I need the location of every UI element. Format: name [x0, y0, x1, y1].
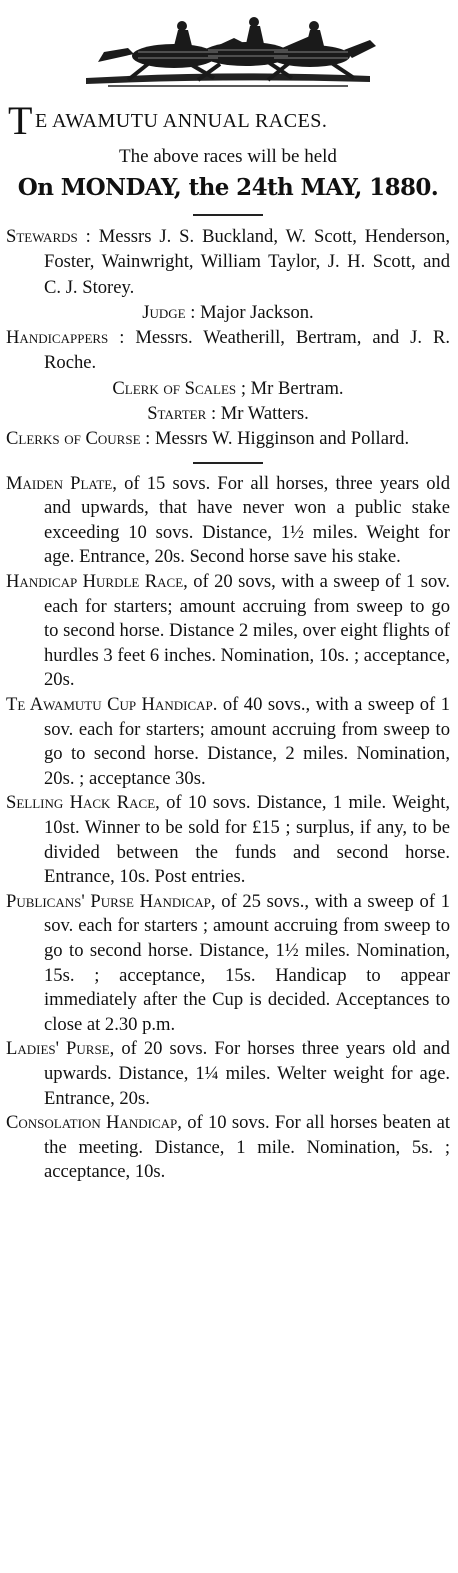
- advert-title: [6, 98, 450, 143]
- race-handicap-hurdle: Handicap Hurdle Race, of 20 sovs, with a sweep of 1 sov. each for starters; amount accruing from sweep to go to second horse. Distance 2 miles, over eight flights of hurdles 3 feet 6 inches. Nomination, 10s. ; acceptance, 20s.: [6, 571, 450, 691]
- racehorse-woodcut: [6, 0, 450, 92]
- race-cup-handicap: Te Awamutu Cup Handicap. of 40 sovs., with a sweep of 1 sov. each for starters; amount accruing from sweep to go to second horse. Distance, 2 miles. Nomination, 20s. ; acceptance 30s.: [6, 694, 450, 789]
- divider: [193, 462, 263, 464]
- race-selling-hack: Selling Hack Race, of 10 sovs. Distance, 1 mile. Weight, 10st. Winner to be sold for £15 ; surplus, if any, to be divided between the funds and second horse. Entrance, 10s. Post entries.: [6, 792, 451, 888]
- divider: [193, 214, 263, 216]
- title-text: E AWAMUTU ANNUAL RACES.: [34, 110, 328, 132]
- race-publicans-purse: Publicans' Purse Handicap, of 25 sovs., with a sweep of 1 sov. each for starters ; amount accruing from sweep to go to second horse. Distance, 1½ miles. Nomination, 15s. ; acceptance, 15s. Handicap to appear immediately after the Cup is decided. Acceptances to close at 2.30 p.m.: [6, 890, 451, 1035]
- official-clerks-of-course: Clerks of Course : Messrs W. Higginson and Pollard.: [6, 428, 410, 450]
- official-starter: Starter : Mr Watters.: [147, 403, 309, 425]
- officials-list: [6, 224, 450, 452]
- race-date: On MONDAY, the 24th MAY, 1880.: [17, 174, 439, 201]
- race-ladies-purse: Ladies' Purse, of 20 sovs. For horses three years old and upwards. Distance, 1¼ miles. Welter weight for age. Entrance, 20s.: [6, 1038, 450, 1109]
- title-initial: T: [8, 98, 33, 143]
- race-consolation-handicap: Consolation Handicap, of 10 sovs. For all horses beaten at the meeting. Distance, 1 mile. Nomination, 5s. ; acceptance, 10s.: [6, 1112, 450, 1183]
- race-maiden-plate: Maiden Plate, of 15 sovs. For all horses, three years old and upwards, that have never won a public stake exceeding 10 sovs. Distance, 1½ miles. Weight for age. Entrance, 20s. Second horse save his stake.: [6, 472, 450, 568]
- race-list: [6, 472, 450, 1185]
- horses-racing-icon: [78, 4, 378, 92]
- official-handicappers: Handicappers : Messrs. Weatherill, Bertram, and J. R. Roche.: [6, 327, 450, 374]
- official-clerk-of-scales: Clerk of Scales ; Mr Bertram.: [112, 377, 344, 399]
- official-judge: Judge : Major Jackson.: [142, 301, 314, 323]
- held-line: The above races will be held: [119, 146, 337, 167]
- official-stewards: Stewards : Messrs J. S. Buckland, W. Scott, Henderson, Foster, Wainwright, William Taylor, J. H. Scott, and C. J. Storey.: [6, 226, 450, 298]
